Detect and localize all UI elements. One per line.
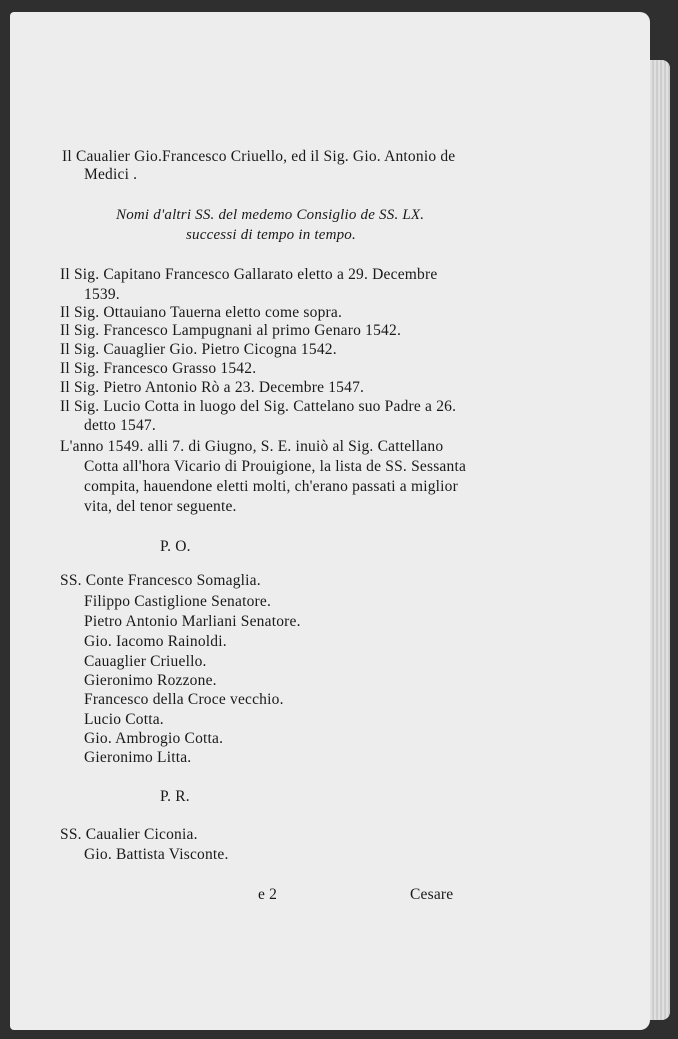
list-item: Gio. Battista Visconte.	[84, 846, 229, 863]
page-edges	[650, 60, 670, 1020]
section-heading-line-1: Nomi d'altri SS. del medemo Consiglio de SS. LX.	[116, 207, 425, 223]
section-heading-line-2: successi di tempo in tempo.	[186, 227, 356, 243]
appointment-5: Il Sig. Francesco Grasso 1542.	[60, 360, 257, 377]
list-item: Pietro Antonio Marliani Senatore.	[84, 613, 301, 630]
appointment-3: Il Sig. Francesco Lampugnani al primo Genaro 1542.	[60, 322, 402, 339]
paragraph-line-1: L'anno 1549. alli 7. di Giugno, S. E. inuiò al Sig. Cattellano	[60, 438, 444, 455]
list-item: Filippo Castiglione Senatore.	[84, 593, 272, 610]
appointment-7-line-1: Il Sig. Lucio Cotta in luogo del Sig. Cattelano suo Padre a 26.	[60, 398, 457, 415]
appointment-1-line-2: 1539.	[84, 286, 120, 303]
appointment-6: Il Sig. Pietro Antonio Rò a 23. Decembre 1547.	[60, 379, 365, 396]
list-item: Gieronimo Rozzone.	[84, 672, 217, 689]
list-item: Gio. Iacomo Rainoldi.	[84, 633, 227, 650]
section-po-heading: P. O.	[160, 538, 191, 555]
list-item: Gieronimo Litta.	[84, 749, 192, 766]
catchword: Cesare	[410, 886, 454, 903]
paragraph-line-3: compita, hauendone eletti molti, ch'erano passati a miglior	[84, 478, 458, 495]
intro-line-2: Medici .	[84, 166, 138, 183]
appointment-1-line-1: Il Sig. Capitano Francesco Gallarato eletto a 29. Decembre	[60, 266, 438, 283]
appointment-7-line-2: detto 1547.	[84, 417, 156, 434]
section-pr-first-name: SS. Caualier Ciconia.	[60, 826, 198, 843]
list-item: Gio. Ambrogio Cotta.	[84, 730, 224, 747]
list-item: Lucio Cotta.	[84, 711, 164, 728]
appointment-4: Il Sig. Cauaglier Gio. Pietro Cicogna 1542.	[60, 341, 337, 358]
list-item: Cauaglier Criuello.	[84, 653, 207, 670]
list-item: Francesco della Croce vecchio.	[84, 691, 284, 708]
signature-mark: e 2	[258, 886, 278, 903]
intro-line-1: Il Caualier Gio.Francesco Criuello, ed il Sig. Gio. Antonio de	[62, 148, 456, 165]
paragraph-line-4: vita, del tenor seguente.	[84, 498, 237, 515]
paragraph-line-2: Cotta all'hora Vicario di Prouigione, la lista de SS. Sessanta	[84, 458, 467, 475]
section-po-first-name: SS. Conte Francesco Somaglia.	[60, 572, 261, 589]
section-pr-heading: P. R.	[160, 788, 190, 805]
appointment-2: Il Sig. Ottauiano Tauerna eletto come sopra.	[60, 304, 343, 321]
